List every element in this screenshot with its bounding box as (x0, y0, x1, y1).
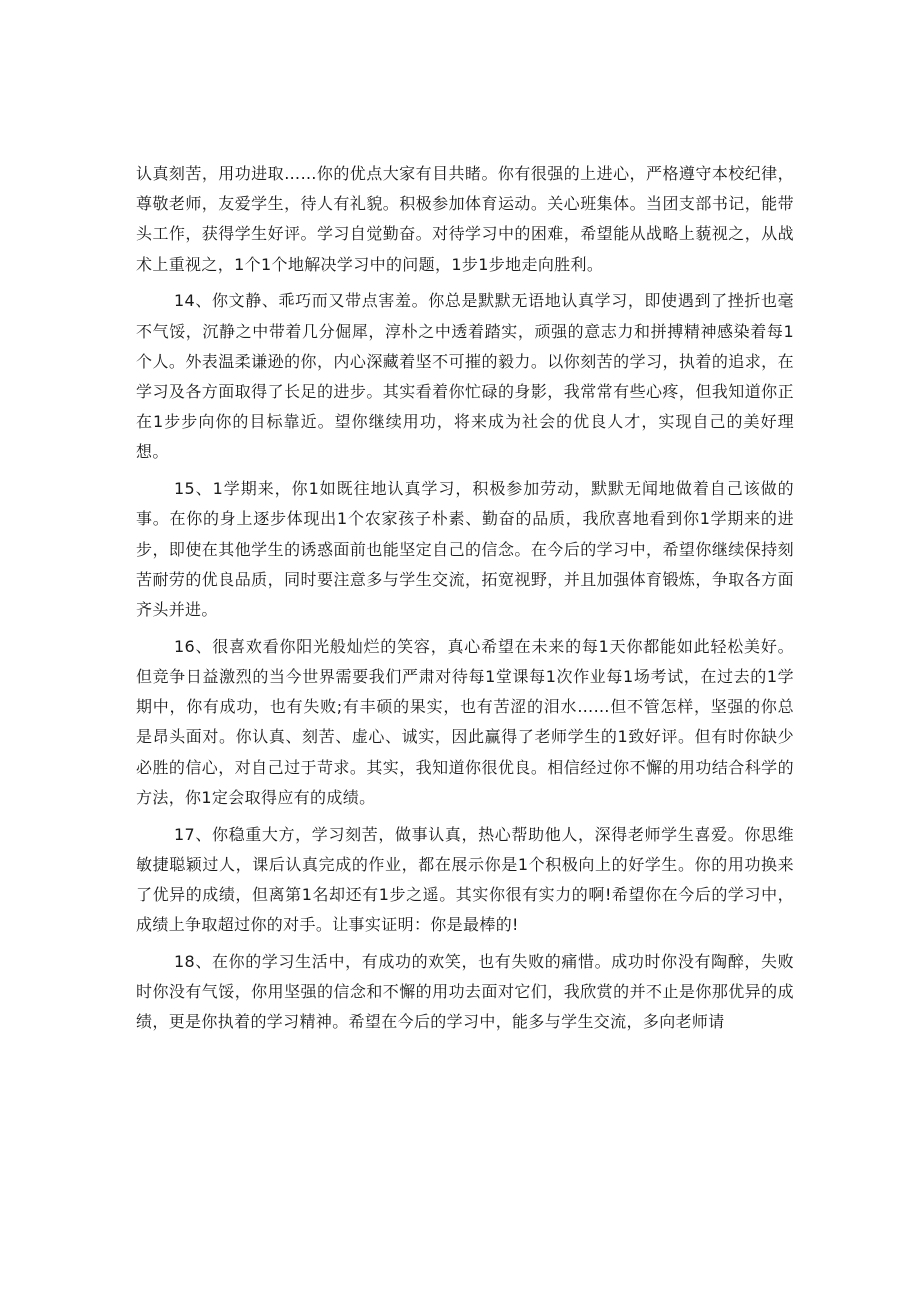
paragraph-16: 16、很喜欢看你阳光般灿烂的笑容，真心希望在未来的每1天你都能如此轻松美好。但竞争日益激烈的当今世界需要我们严肃对待每1堂课每1次作业每1场考试，在过去的1学期中，你有成功，也有失败;有丰硕的果实，也有苦涩的泪水……但不管怎样，坚强的你总是昂头面对。你认真、刻苦、虚心、诚实，因此赢得了老师学生的1致好评。但有时你缺少必胜的信心，对自己过于苛求。其实，我知道你很优良。相信经过你不懈的用功结合科学的方法，你1定会取得应有的成绩。 (136, 636, 794, 807)
paragraph-14: 14、你文静、乖巧而又带点害羞。你总是默默无语地认真学习，即使遇到了挫折也毫不气馁，沉静之中带着几分倔犀，淳朴之中透着踏实，顽强的意志力和拼搏精神感染着每1个人。外表温柔谦逊的你，内心深藏着坚不可摧的毅力。以你刻苦的学习，执着的追求，在学习及各方面取得了长足的进步。其实看着你忙碌的身影，我常常有些心疼，但我知道你正在1步步向你的目标靠近。望你继续用功，将来成为社会的优良人才，实现自己的美好理想。 (136, 291, 794, 462)
paragraph-18: 18、在你的学习生活中，有成功的欢笑，也有失败的痛惜。成功时你没有陶醉，失败时你没有气馁，你用坚强的信念和不懈的用功去面对它们，我欣赏的并不止是你那优异的成绩，更是你执着的学习精神。希望在今后的学习中，能多与学生交流，多向老师请 (136, 952, 794, 1032)
paragraph-17: 17、你稳重大方，学习刻苦，做事认真，热心帮助他人，深得老师学生喜爱。你思维敏捷聪颖过人，课后认真完成的作业，都在展示你是1个积极向上的好学生。你的用功换来了优异的成绩，但离第1名却还有1步之遥。其实你很有实力的啊!希望你在今后的学习中，成绩上争取超过你的对手。让事实证明：你是最棒的! (136, 824, 794, 935)
document-body (136, 159, 794, 1044)
paragraph-intro: 认真刻苦，用功进取……你的优点大家有目共睹。你有很强的上进心，严格遵守本校纪律，尊敬老师，友爱学生，待人有礼貌。积极参加体育运动。关心班集体。当团支部书记，能带头工作，获得学生好评。学习自觉勤奋。对待学习中的困难，希望能从战略上藐视之，从战术上重视之，1个1个地解决学习中的问题，1步1步地走向胜利。 (136, 164, 794, 274)
paragraph-15: 15、1学期来，你1如既往地认真学习，积极参加劳动，默默无闻地做着自己该做的事。在你的身上逐步体现出1个农家孩子朴素、勤奋的品质，我欣喜地看到你1学期来的进步，即使在其他学生的诱惑面前也能坚定自己的信念。在今后的学习中，希望你继续保持刻苦耐劳的优良品质，同时要注意多与学生交流，拓宽视野，并且加强体育锻炼，争取各方面齐头并进。 (136, 479, 794, 620)
